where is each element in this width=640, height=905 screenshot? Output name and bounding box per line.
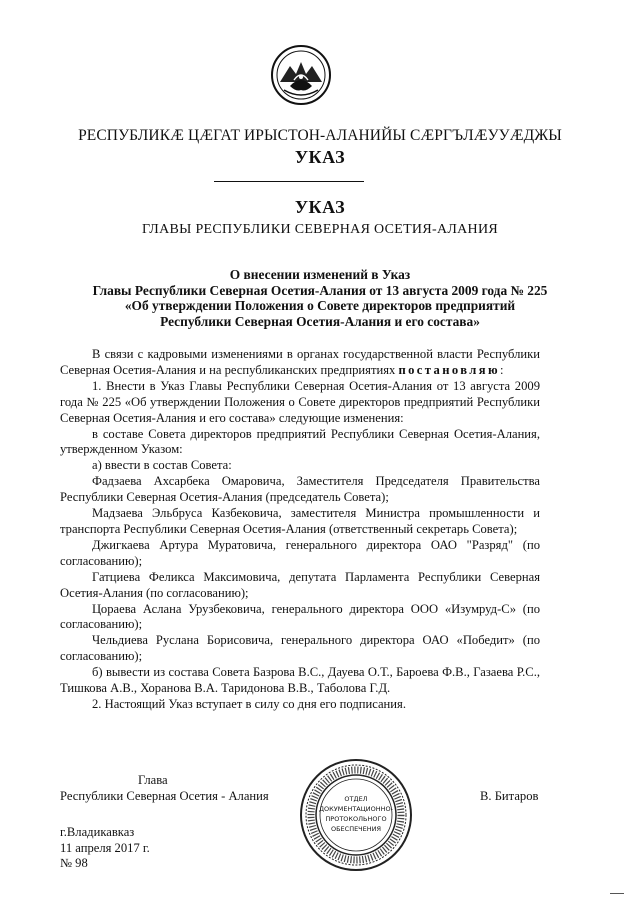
member-entry: Джигкаева Артура Муратовича, генерального директора ОАО "Разряд" (по согласованию);	[60, 537, 540, 568]
ukaz-heading-ossetian: УКАЗ	[294, 147, 346, 167]
paragraph-item-2: 2. Настоящий Указ вступает в силу со дня его подписания.	[92, 696, 406, 711]
title-line: О внесении изменений в Указ	[229, 267, 411, 282]
title-line: Главы Республики Северная Осетия-Алания от 13 августа 2009 года № 225	[92, 282, 548, 298]
seal-line: ДОКУМЕНТАЦИОННО-	[318, 805, 394, 813]
member-entry: Фадзаева Ахсарбека Омаровича, Заместителя Председателя Правительства Республики Северная Осетия-Алания (председатель Совета);	[60, 474, 540, 505]
seal-line: ПРОТОКОЛЬНОГО	[325, 815, 387, 823]
paragraph-changes: в составе Совета директоров предприятий Республики Северная Осетия-Алания, утвержденном Указом:	[60, 426, 540, 457]
city: г.Владикавказ	[60, 825, 135, 839]
seal-line: ОТДЕЛ	[344, 795, 368, 803]
paragraph-add: а) ввести в состав Совета:	[92, 458, 232, 473]
decree-word: постановляю	[398, 362, 501, 377]
ossetian-header: РЕСПУБЛИКӔ ЦӔГАТ ИРЫСТОН-АЛАНИЙЫ СӔРГЪЛӔУУӔДЖЫ	[78, 127, 562, 144]
coat-of-arms-emblem	[270, 44, 332, 106]
title-line: Республики Северная Осетия-Алания и его состава»	[160, 313, 480, 329]
decree-colon: :	[500, 362, 504, 377]
place-and-date	[60, 825, 150, 872]
seal-line: ОБЕСПЕЧЕНИЯ	[330, 825, 382, 833]
member-entry: Цораева Аслана Урузбековича, генерального директора ООО «Изумруд-С» (по согласованию);	[60, 601, 540, 632]
issue-date: 11 апреля 2017 г.	[60, 840, 150, 855]
preamble-text: В связи с кадровыми изменениями в органах государственной власти Республики Северная Осетия-Алания и на республиканских предприятиях	[60, 347, 540, 377]
issuer-heading: ГЛАВЫ РЕСПУБЛИКИ СЕВЕРНАЯ ОСЕТИЯ-АЛАНИЯ	[141, 222, 499, 237]
member-entry: Чельдиева Руслана Борисовича, генерального директора ОАО «Победит» (по согласованию);	[60, 633, 540, 664]
signatory-republic: Республики Северная Осетия - Алания	[60, 789, 269, 803]
paragraph-remove: б) вывести из состава Совета Базрова В.С., Дауева О.Т., Бароева Ф.В., Газаева Р.С., Тишкова А.В., Хоранова В.А. Таридонова В.В., Таболова Г.Д.	[60, 665, 540, 696]
scan-mark	[610, 893, 624, 894]
decree-number: № 98	[60, 856, 88, 870]
official-seal-stamp	[298, 757, 414, 873]
decree-body	[60, 347, 540, 713]
member-entry: Мадзаева Эльбруса Казбековича, заместителя Министра промышленности и транспорта Республики Северная Осетия-Алания (ответственный секретарь Совета);	[60, 506, 540, 536]
signatory-position: Глава	[138, 773, 168, 787]
paragraph-preamble	[60, 347, 540, 379]
signatory-title	[60, 772, 269, 804]
paragraph-item-1: 1. Внести в Указ Главы Республики Северная Осетия-Алания от 13 августа 2009 года № 225 «Об утверждении Положения о Совете директоров предприятий Республики Северная Осетия-Алания и его состава» следующие изменения:	[60, 378, 540, 425]
header-divider	[214, 181, 364, 182]
signatory-name: В. Битаров	[480, 789, 539, 803]
ukaz-heading: УКАЗ	[294, 197, 346, 217]
title-line: «Об утверждении Положения о Совете директоров предприятий	[124, 298, 516, 313]
decree-title	[40, 267, 600, 329]
member-entry: Гатциева Феликса Максимовича, депутата Парламента Республики Северная Осетия-Алания (по согласованию);	[60, 569, 540, 600]
